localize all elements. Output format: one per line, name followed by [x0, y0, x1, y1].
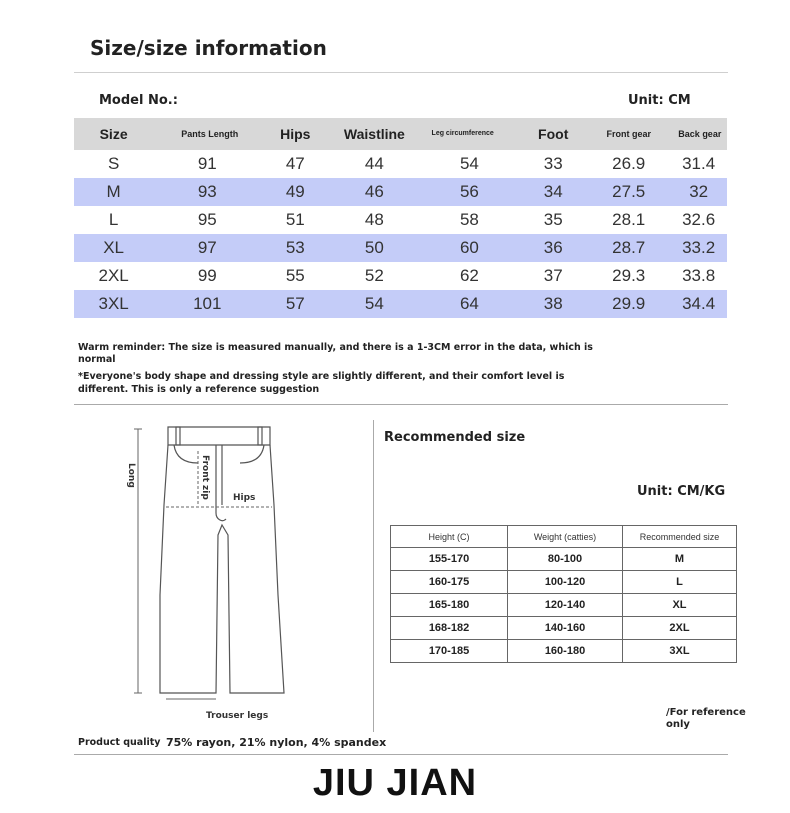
table-row: [74, 290, 727, 318]
cell-size: M: [74, 178, 153, 206]
cell-size: XL: [623, 594, 737, 617]
divider: [74, 404, 728, 405]
cell-foot: 33: [543, 154, 563, 173]
warm-reminder-line1: Warm reminder: The size is measured manually, and there is a 1-3CM error in the data, which is: [78, 342, 593, 353]
cell-back-gear: 33.2: [670, 234, 727, 262]
reference-note: /For reference only: [666, 707, 746, 730]
header-weight: Weight (catties): [508, 526, 623, 548]
cell-size: XL: [74, 234, 153, 262]
header-waistline: Waistline: [343, 126, 405, 142]
header-height: Height (C): [391, 526, 508, 548]
cell-waistline: 44: [364, 154, 384, 173]
cell-leg-circumference: 64: [420, 290, 520, 318]
cell-hips: 55: [285, 266, 305, 285]
table-row: [74, 150, 727, 178]
hips-label: Hips: [233, 493, 256, 503]
cell-size: 3XL: [74, 290, 153, 318]
warm-reminder-line2: normal: [78, 354, 116, 365]
brand-logo: JIU JIAN: [312, 762, 478, 804]
cell-waistline: 52: [364, 266, 384, 285]
page-title: Size/size information: [90, 36, 327, 60]
size-table: [74, 118, 727, 318]
table-row: [391, 594, 737, 617]
table-row: [74, 206, 727, 234]
header-pants-length: Pants Length: [181, 129, 239, 139]
body-shape-note-line1: *Everyone's body shape and dressing style are slightly different, and their comfort level is: [78, 371, 565, 382]
cell-back-gear: 33.8: [682, 266, 716, 285]
cell-height: 170-185: [391, 640, 508, 663]
cell-leg-circumference: 62: [459, 266, 479, 285]
cell-foot: 38: [519, 290, 587, 318]
cell-hips: 49: [261, 178, 329, 206]
cell-size: M: [623, 548, 737, 571]
cell-foot: 35: [543, 210, 563, 229]
cell-height: 155-170: [391, 548, 508, 571]
cell-foot: 37: [543, 266, 563, 285]
cell-pants-length: 97: [153, 234, 261, 262]
cell-waistline: 54: [329, 290, 419, 318]
cell-back-gear: 31.4: [682, 154, 716, 173]
cell-hips: 51: [285, 210, 305, 229]
cell-weight: 80-100: [508, 548, 623, 571]
cell-height: 165-180: [391, 594, 508, 617]
table-row: [391, 640, 737, 663]
cell-front-gear: 29.3: [612, 266, 646, 285]
cell-height: 160-175: [391, 571, 508, 594]
cell-weight: 120-140: [508, 594, 623, 617]
recommended-table-header: [391, 526, 737, 548]
table-row: [391, 548, 737, 571]
cell-size: 2XL: [623, 617, 737, 640]
cell-front-gear: 29.9: [587, 290, 670, 318]
cell-weight: 160-180: [508, 640, 623, 663]
trouser-legs-label: Trouser legs: [206, 711, 269, 721]
body-shape-note-line2: different. This is only a reference suggestion: [78, 384, 320, 395]
cell-leg-circumference: 54: [459, 154, 479, 173]
cell-foot: 34: [519, 178, 587, 206]
cell-pants-length: 91: [197, 154, 217, 173]
header-recommended-size: Recommended size: [623, 526, 737, 548]
front-zip-label: Front zip: [200, 455, 210, 500]
table-row: [391, 617, 737, 640]
table-row: [74, 234, 727, 262]
cell-waistline: 50: [329, 234, 419, 262]
cell-pants-length: 95: [197, 210, 217, 229]
cell-height: 168-182: [391, 617, 508, 640]
divider: [74, 754, 728, 755]
cell-hips: 53: [261, 234, 329, 262]
divider: [74, 72, 728, 73]
cell-weight: 140-160: [508, 617, 623, 640]
cell-pants-length: 101: [153, 290, 261, 318]
cell-front-gear: 26.9: [612, 154, 646, 173]
cell-leg-circumference: 58: [459, 210, 479, 229]
cell-leg-circumference: 56: [420, 178, 520, 206]
header-leg-circumference: Leg circumference: [431, 130, 494, 137]
vertical-divider: [373, 420, 374, 732]
cell-back-gear: 32.6: [682, 210, 716, 229]
cell-front-gear: 28.1: [612, 210, 646, 229]
cell-front-gear: 28.7: [587, 234, 670, 262]
header-front-gear: Front gear: [606, 129, 651, 139]
cell-waistline: 48: [364, 210, 384, 229]
cell-hips: 47: [285, 154, 305, 173]
product-quality-label: Product quality: [78, 737, 161, 748]
cell-waistline: 46: [329, 178, 419, 206]
table-row: [74, 178, 727, 206]
cell-back-gear: 34.4: [670, 290, 727, 318]
table-row: [391, 571, 737, 594]
cell-hips: 57: [261, 290, 329, 318]
cell-size: L: [623, 571, 737, 594]
long-label: Long: [126, 463, 136, 488]
model-number-label: Model No.:: [99, 93, 178, 108]
header-foot: Foot: [538, 126, 569, 142]
header-back-gear: Back gear: [678, 129, 722, 139]
recommended-unit-label: Unit: CM/KG: [637, 484, 726, 499]
size-table-header: [74, 118, 727, 150]
cell-size: S: [107, 154, 120, 173]
cell-weight: 100-120: [508, 571, 623, 594]
recommended-size-table: [390, 525, 737, 663]
recommended-size-title: Recommended size: [384, 430, 526, 445]
cell-foot: 36: [519, 234, 587, 262]
cell-back-gear: 32: [670, 178, 727, 206]
pants-diagram: [118, 415, 288, 725]
cell-size: 3XL: [623, 640, 737, 663]
cell-leg-circumference: 60: [420, 234, 520, 262]
cell-size: L: [108, 210, 119, 229]
cell-front-gear: 27.5: [587, 178, 670, 206]
cell-pants-length: 93: [153, 178, 261, 206]
header-size: Size: [99, 126, 128, 142]
product-quality-value: 75% rayon, 21% nylon, 4% spandex: [166, 736, 387, 749]
cell-pants-length: 99: [197, 266, 217, 285]
unit-label: Unit: CM: [628, 93, 691, 108]
cell-size: 2XL: [98, 266, 129, 285]
table-row: [74, 262, 727, 290]
header-hips: Hips: [280, 126, 311, 142]
